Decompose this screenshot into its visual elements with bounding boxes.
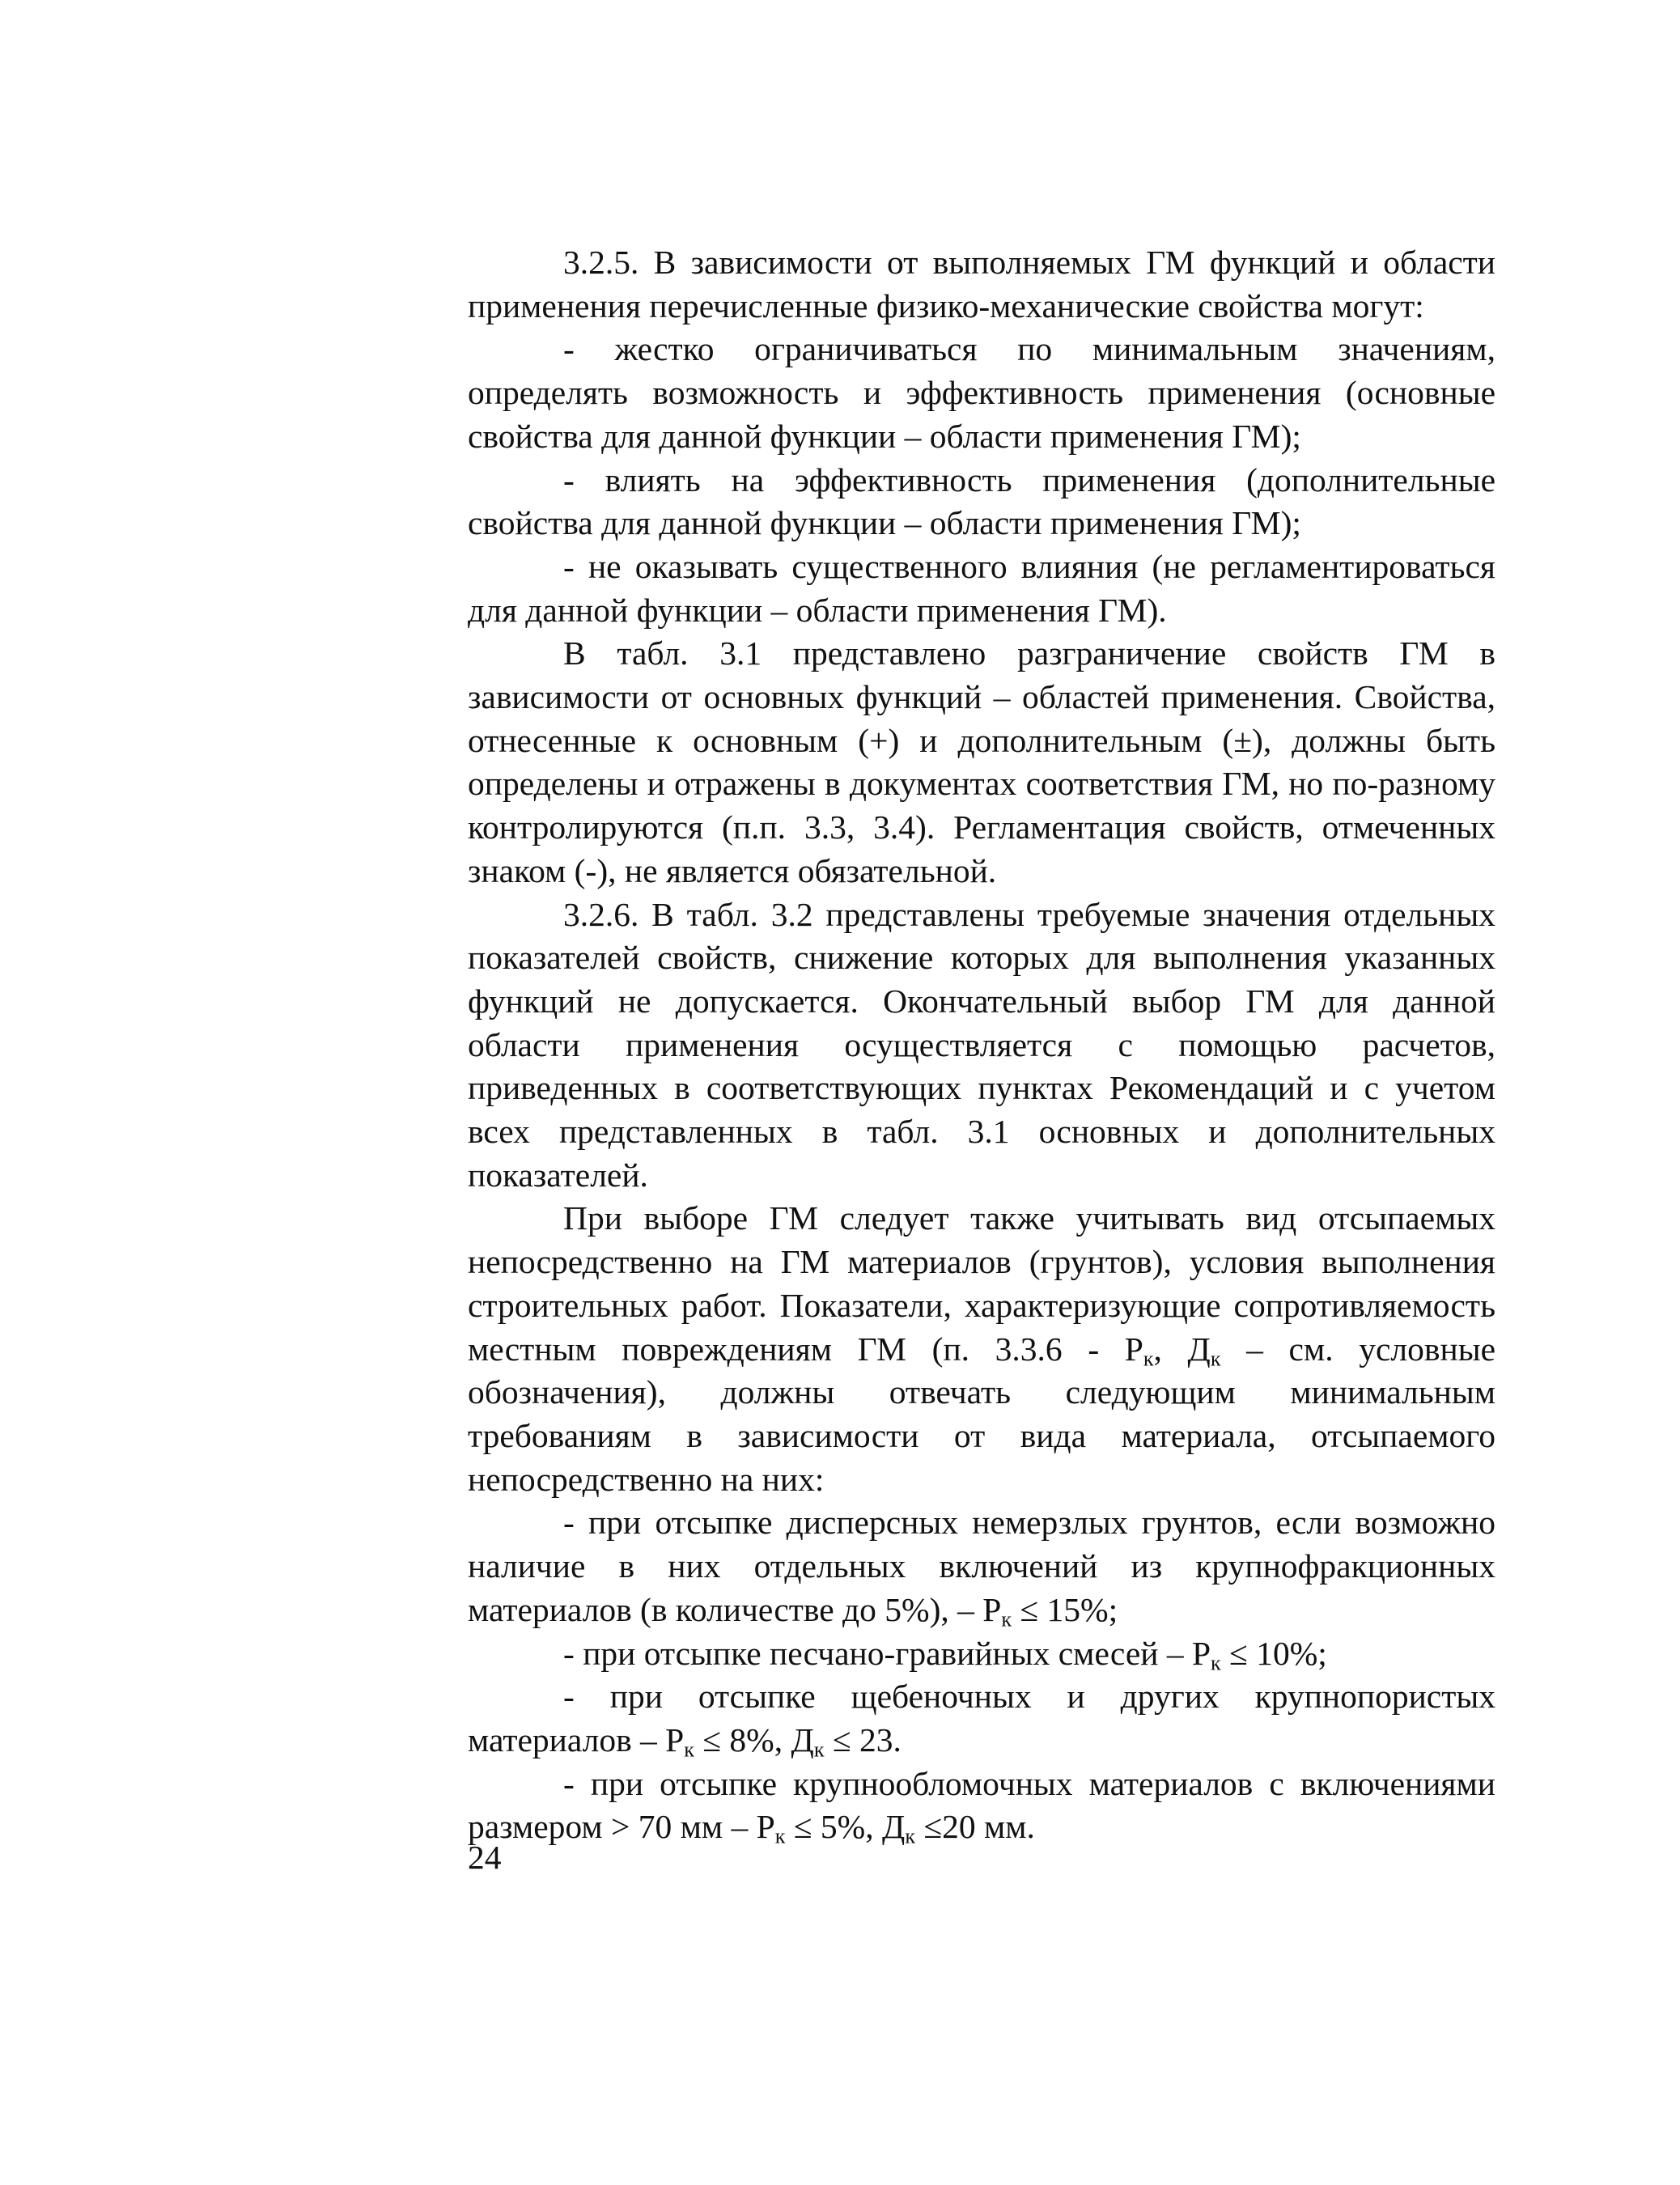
subscript-k: к (1143, 1347, 1154, 1371)
subscript-k: к (1211, 1651, 1221, 1674)
condition-value: ≤ 23. (824, 1720, 902, 1759)
condition-value: ≤ 15%; (1012, 1590, 1118, 1628)
condition-crushed-stone (468, 1675, 1495, 1762)
condition-text: - при отсыпке крупнообломочных материалов с включениями размером > 70 мм – Р (468, 1764, 1495, 1846)
subscript-k: к (813, 1737, 825, 1762)
list-item-influence: - влиять на эффективность применения (дополнительные свойства для данной функции – области применения ГМ); (468, 460, 1495, 542)
subscript-k: к (774, 1824, 786, 1848)
subscript-k: к (905, 1824, 915, 1848)
subscript-k: к (684, 1737, 694, 1762)
subscript-k: к (1001, 1607, 1012, 1631)
condition-value: ≤20 мм. (914, 1808, 1035, 1846)
page-body (468, 241, 1495, 1849)
paragraph-3-2-6: 3.2.6. В табл. 3.2 представлены требуемые значения отдельных показателей свойств, снижение которых для выполнения указанных функций не допускается. Окончательный выбор ГМ для данной области применения осуществляется с помощью расчетов, приведенных в соответствующих пунктах Рекомендаций и с учетом всех представленных в табл. 3.1 основных и дополнительных показателей. (468, 895, 1495, 1194)
paragraph-table-3-1: В табл. 3.1 представлено разграничение свойств ГМ в зависимости от основных функций – областей применения. Свойства, отнесенные к основным (+) и дополнительным (±), должны быть определены и отражены в документах соответствия ГМ, но по-разному контролируются (п.п. 3.3, 3.4). Регламентация свойств, отмеченных знаком (-), не является обязательной. (468, 634, 1495, 889)
condition-text: - при отсыпке песчано-гравийных смесей – Р (563, 1634, 1211, 1672)
condition-dispersed-soils (468, 1501, 1495, 1631)
condition-value: ≤ 10%; (1220, 1634, 1327, 1672)
condition-text: - при отсыпке щебеночных и других крупнопористых материалов – Р (468, 1678, 1495, 1759)
condition-value: ≤ 8%, Д (694, 1720, 814, 1759)
choice-text-3: – см. условные обозначения), должны отвечать следующим минимальным требованиям в зависимости от вида материала, отсыпаемого непосредственно на них: (468, 1330, 1495, 1498)
condition-value: ≤ 5%, Д (785, 1808, 906, 1846)
choice-text-1: При выборе ГМ следует также учитывать вид отсыпаемых непосредственно на ГМ материалов (грунтов), условия выполнения строительных работ. Показатели, характеризующие сопротивляемость местным повреждениям ГМ (п. 3.3.6 - Р (468, 1199, 1495, 1368)
subscript-k: к (1210, 1347, 1221, 1371)
paragraph-choice (468, 1197, 1495, 1501)
paragraph-3-2-5: 3.2.5. В зависимости от выполняемых ГМ функций и области применения перечисленные физико-механические свойства могут: (468, 244, 1495, 325)
condition-sand-gravel (468, 1632, 1495, 1676)
list-item-no-influence: - не оказывать существенного влияния (не регламентироваться для данной функции – области применения ГМ). (468, 547, 1495, 629)
condition-coarse-clastic (468, 1763, 1495, 1849)
condition-text: - при отсыпке дисперсных немерзлых грунтов, если возможно наличие в них отдельных включений из крупнофракционных материалов (в количестве до 5%), – Р (468, 1504, 1495, 1628)
choice-text-2: , Д (1153, 1330, 1211, 1368)
list-item-restrict: - жестко ограничиваться по минимальным значениям, определять возможность и эффективность применения (основные свойства для данной функции – области применения ГМ); (468, 330, 1495, 455)
page-number: 24 (468, 1839, 502, 1876)
